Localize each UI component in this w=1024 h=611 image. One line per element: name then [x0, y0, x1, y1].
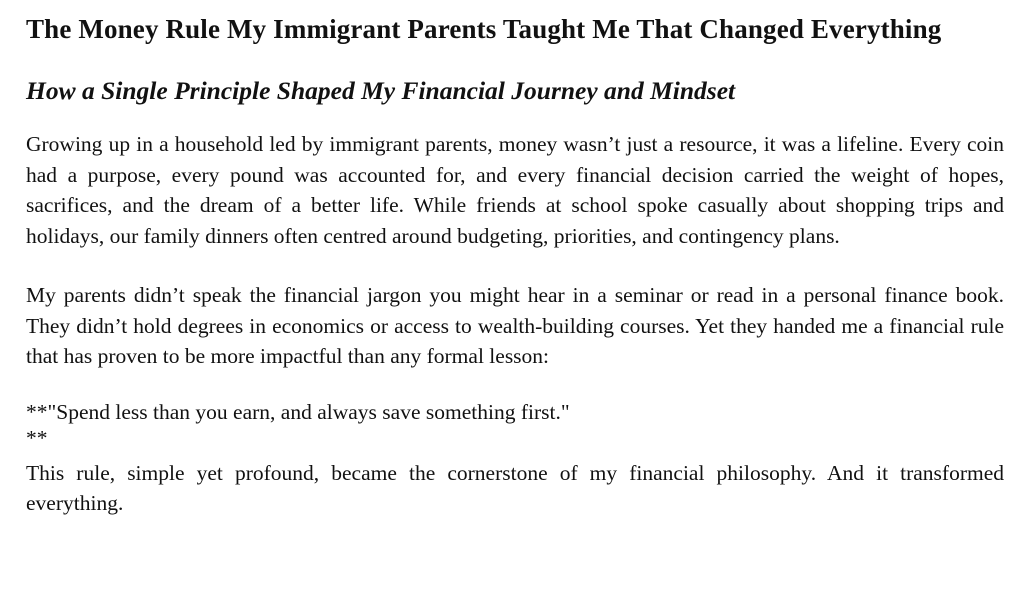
paragraph-parents: My parents didn’t speak the financial jargon you might hear in a seminar or read in a personal finance book. They didn’t hold degrees in economics or access to wealth-building courses. Yet they handed me a financial rule that has proven to be more impactful than any formal lesson: [26, 283, 1004, 368]
article-subtitle: How a Single Principle Shaped My Financial Journey and Mindset [26, 76, 736, 105]
article-title: The Money Rule My Immigrant Parents Taught Me That Changed Everything [26, 14, 942, 44]
quote-closing-marks: ** [26, 425, 48, 450]
money-rule-quote: **"Spend less than you earn, and always save something first." [26, 399, 570, 424]
paragraph-intro: Growing up in a household led by immigrant parents, money wasn’t just a resource, it was a lifeline. Every coin had a purpose, every pound was accounted for, and every financial decision carried the weight of hopes, sacrifices, and the dream of a better life. While friends at school spoke casually about shopping trips and holidays, our family dinners often centred around budgeting, priorities, and contingency plans. [26, 132, 1004, 248]
document-page [26, 12, 1004, 519]
paragraph-closing: This rule, simple yet profound, became the cornerstone of my financial philosophy. And it transformed everything. [26, 460, 1004, 515]
